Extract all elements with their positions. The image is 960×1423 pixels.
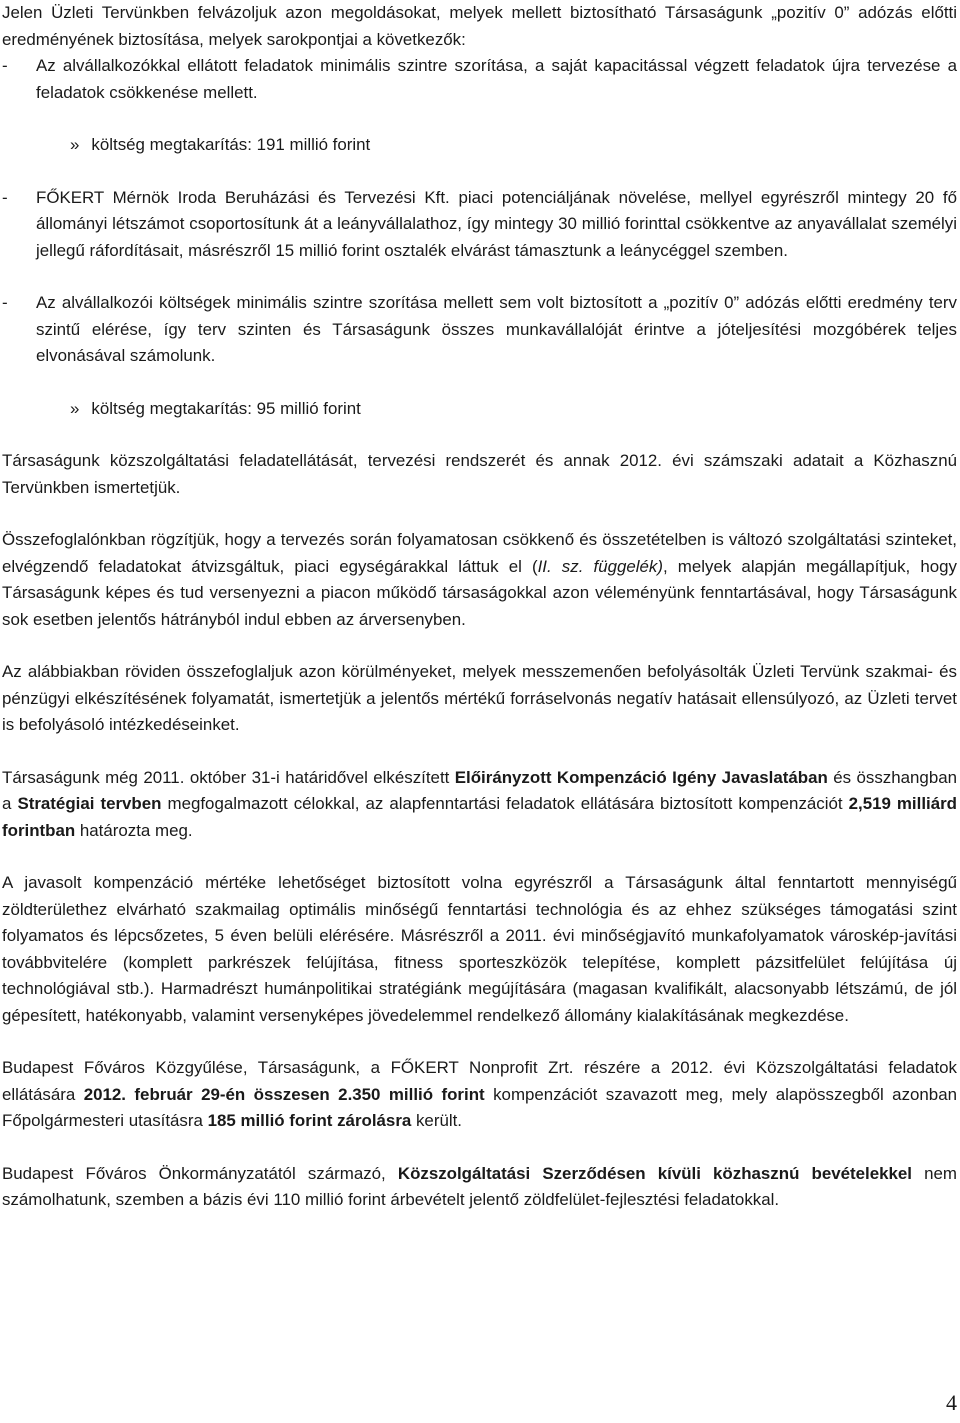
list-dash: - (2, 56, 8, 75)
paragraph-osszefoglalo (2, 527, 957, 633)
paragraph-kozgyules (2, 1055, 957, 1135)
document-page (2, 0, 957, 1240)
paragraph-kozszolgaltatas: Társaságunk közszolgáltatási feladatellátását, tervezési rendszerét és annak 2012. évi számszaki adatait a Közhasznú Tervünkben ismertetjük. (2, 451, 957, 497)
text-run: került. (411, 1111, 462, 1130)
spacer (2, 159, 957, 185)
list-dash: - (2, 293, 8, 312)
savings-text: költség megtakarítás: 95 millió forint (91, 398, 361, 418)
spacer (2, 264, 957, 290)
text-run: Társaságunk még 2011. október 31-i határidővel elkészített (2, 767, 455, 787)
list-item-text: Az alvállalkozókkal ellátott feladatok minimális szintre szorítása, a saját kapacitással végzett feladatok újra tervezése a feladatok csökkenése mellett. (36, 56, 957, 102)
text-run: kompenzációt szavazott meg, mely alapösszegből azonban Főpolgármesteri utasításra (2, 1084, 957, 1130)
list-item-text: Az alvállalkozói költségek minimális szintre szorítása mellett sem volt biztosított a „pozitív 0” adózás előtti eredmény terv szintű elérése, így terv szinten és Társaságunk összes munkavállalóját érintve a jóteljesítési mozgóbérek teljes elvonásával számolunk. (36, 293, 957, 365)
guillemet-icon: » (70, 398, 80, 418)
page-number: 4 (946, 1390, 957, 1415)
paragraph-2011 (2, 765, 957, 845)
text-run: Budapest Főváros Közgyűlése, Társaságunk, a FŐKERT Nonprofit Zrt. részére a 2012. évi Közszolgáltatási feladatok ellátására (2, 1058, 957, 1104)
bold-run: 185 millió forint zárolásra (207, 1111, 412, 1130)
text-run: megfogalmazott célokkal, az alapfenntartási feladatok ellátására biztosított kompenzációt (161, 794, 849, 813)
text-run: Összefoglalónkban rögzítjük, hogy a tervezés során folyamatosan csökkenő és összetételben is változó szolgáltatási szinteket, elvégzendő feladatokat átvizsgáltuk, piaci egységárakkal láttuk el ( (2, 530, 957, 576)
intro-paragraph: Jelen Üzleti Tervünkben felvázoljuk azon megoldásokat, melyek mellett biztosítható Társaságunk „pozitív 0” adózás előtti eredményének biztosítása, melyek sarokpontjai a következők: (2, 3, 957, 49)
paragraph-javaslat: A javasolt kompenzáció mértéke lehetőséget biztosított volna egyrészről a Társaságunk által fenntartott mennyiségű zöldterülethez elvárható szakmailag optimális minőségű fenntartási technológia és az ehhez szükséges támogatási szint folyamatos és lépcsőzetes, 5 éven belüli elérésére. Másrészről a 2011. évi minőségjavító munkafolyamatok városkép-javítási továbbvitelére (komplett parkrészek felújítása, fitness sporteszközök telepítése, komplett pázsitfelület felújítása új technológiával stb.). Harmadrészt humánpolitikai stratégiánk megújítására (magasan kvalifikált, alacsonyabb létszámú, de jól gépesített, hatékonyabb, valamint versenyképes jövedelemmel rendelkező állomány kialakításának megkezdése. (2, 873, 957, 1025)
appendix-reference: II. sz. függelék) (537, 556, 663, 576)
text-run: Budapest Főváros Önkormányzatától származó, (2, 1163, 398, 1183)
paragraph-alabbiakban: Az alábbiakban röviden összefoglaljuk azon körülményeket, melyek messzemenően befolyásolták Üzleti Tervünk szakmai- és pénzügyi elkészítésének folyamatát, ismertetjük a jelentős mértékű forráselvonás negatív hatásait ellensúlyozó, az Üzleti tervet is befolyásoló intézkedéseinket. (2, 662, 957, 734)
text-run: , melyek alapján megállapítjuk, hogy Társaságunk képes és tud versenyezni a piacon működő társaságokkal azon véleményünk fenntartásával, hogy Társaságunk sok esetben jelentős hátrányból indul ebben az árversenyben. (2, 556, 957, 629)
list-item (2, 53, 957, 106)
spacer (2, 106, 957, 132)
text-run: és összhangban a (2, 767, 958, 813)
guillemet-icon: » (70, 135, 80, 154)
paragraph-onkormanyzat (2, 1161, 957, 1214)
savings-line (2, 132, 957, 159)
bold-run: Közszolgáltatási Szerződésen kívüli közhasznú bevételekkel (397, 1163, 912, 1183)
list-dash: - (2, 187, 8, 207)
savings-text: költség megtakarítás: 191 millió forint (91, 135, 371, 154)
spacer (2, 370, 957, 396)
list-item (2, 290, 957, 370)
text-run: nem számolhatunk, szemben a bázis évi 110 millió forint árbevételt jelentő zöldfelület-fejlesztési feladatokkal. (2, 1163, 957, 1209)
list-item (2, 185, 957, 265)
bold-run: 2012. február 29-én összesen 2.350 millió forint (83, 1084, 485, 1104)
bold-run: 2,519 milliárd forintban (2, 794, 957, 840)
bold-run: Stratégiai tervben (17, 794, 162, 813)
list-item-text: FŐKERT Mérnök Iroda Beruházási és Tervezési Kft. piaci potenciáljának növelése, mellyel egyrészről mintegy 20 fő állományi létszámot csoportosítunk át a leányvállalathoz, így mintegy 30 millió forinttal csökkentve az anyavállalat személyi jellegű ráfordításait, másrészről 15 millió forint osztalék elvárást támasztunk a leánycéggel szemben. (36, 187, 957, 260)
spacer (2, 422, 957, 448)
savings-line (2, 396, 957, 423)
bold-run: Előirányzott Kompenzáció Igény Javaslatában (454, 767, 828, 787)
text-run: határozta meg. (75, 820, 193, 840)
